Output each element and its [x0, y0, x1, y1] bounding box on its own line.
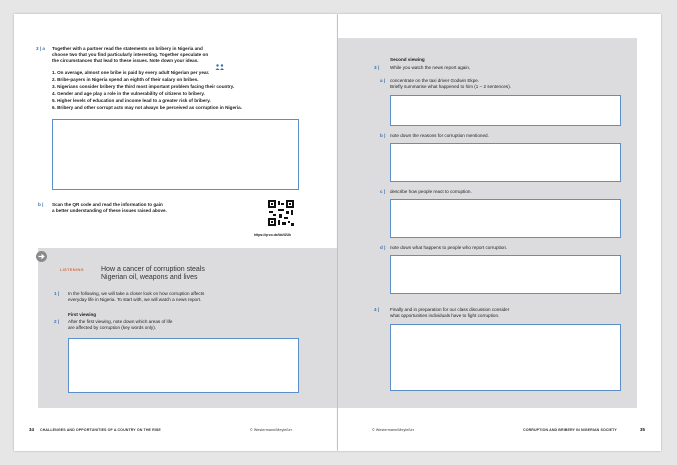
task-3a-number: 3 | a [36, 46, 45, 51]
task-3a-r-line-2: Briefly summarise what happened to him (1 – 2 sentences). [390, 84, 512, 89]
answer-box-3d[interactable] [390, 255, 621, 294]
task-4-line-1: Finally and in preparation for our class discussion consider [390, 307, 510, 312]
footer-title-left: CHALLENGES AND OPPORTUNITIES OF A COUNTRY ON THE RISE [40, 428, 161, 432]
answer-box-3a[interactable] [52, 119, 299, 190]
qr-caption[interactable]: https://qrco.de/bb/t2Uh [254, 233, 292, 237]
task-3c-number: c | [380, 189, 386, 194]
task-3a-r-line-1: concentrate on the taxi driver Godwin Ekpe. [390, 78, 480, 83]
answer-box-3c[interactable] [390, 199, 621, 238]
page-number-right: 35 [640, 427, 645, 432]
task-3b-line-2: a better understanding of these issues raised above. [52, 208, 167, 213]
task-2-line-1: After the first viewing, note down which areas of life [68, 319, 173, 324]
qr-code-icon[interactable] [268, 200, 294, 226]
task-3d-text: note down what happens to people who report corruption. [390, 245, 508, 250]
statement-3: 3. Nigerians consider bribery the third most important problem facing their country. [52, 84, 235, 89]
statement-1: 1. On average, almost one bribe is paid by every adult Nigerian per year. [52, 70, 210, 75]
task-2-number: 2 | [54, 319, 60, 324]
task-3d-number: d | [380, 245, 386, 250]
answer-box-2[interactable] [68, 338, 299, 393]
task-3-number: 3 | [374, 65, 380, 70]
task-3a-line-2: choose two that you find particularly interesting. Together speculate on [52, 52, 209, 57]
task-3b-r-text: note down the reasons for corruption mentioned. [390, 133, 489, 138]
listening-title-line-1: How a cancer of corruption steals [101, 266, 205, 273]
first-viewing-heading: First viewing [68, 312, 97, 317]
task-4-line-2: what opportunities individuals have to fight corruption. [390, 313, 500, 318]
task-3b-line-1: Scan the QR code and read the information to gain [52, 202, 163, 207]
answer-box-4[interactable] [390, 324, 621, 391]
task-1-line-1: In the following, we will take a closer look on how corruption affects [68, 291, 205, 296]
arrow-right-icon [36, 251, 47, 262]
footer-title-right: CORRUPTION AND BRIBERY IN NIGERIAN SOCIETY [523, 428, 617, 432]
statement-6: 6. Bribery and other corrupt acts may not always be perceived as corruption in Nigeria. [52, 105, 242, 110]
task-1-number: 1 | [54, 291, 60, 296]
task-3a-r-number: a | [380, 78, 386, 83]
second-viewing-heading: Second viewing [390, 57, 425, 62]
task-3b-number: b | [38, 202, 44, 207]
listening-label: LISTENING [60, 268, 84, 272]
listening-title-line-2: Nigerian oil, weapons and lives [101, 274, 198, 281]
footer-copyright-left: © Westermann/Meyleßer [250, 428, 293, 432]
task-3b-r-number: b | [380, 133, 386, 138]
task-1-line-2: everyday life in Nigeria. To start with, we will watch a news report. [68, 297, 202, 302]
answer-box-3b-right[interactable] [390, 143, 621, 182]
footer-copyright-right: © Westermann/Meyleßer [372, 428, 415, 432]
task-3c-text: describe how people react to corruption. [390, 189, 472, 194]
statement-5: 5. Higher levels of education and income lead to a greater risk of bribery. [52, 98, 211, 103]
task-4-number: 4 | [374, 307, 380, 312]
page-number-left: 34 [29, 427, 34, 432]
task-3-text: While you watch the news report again, [390, 65, 471, 70]
task-3a-line-3: the circumstances that lead to these issues. Note down your ideas. [52, 58, 199, 63]
statement-2: 2. Bribe-payers in Nigeria spend an eighth of their salary on bribes. [52, 77, 199, 82]
statement-4: 4. Gender and age play a role in the vulnerability of citizens to bribery. [52, 91, 205, 96]
task-3a-line-1: Together with a partner read the statements on bribery in Nigeria and [52, 46, 203, 51]
people-icon [215, 57, 225, 75]
task-2-line-2: are affected by corruption (key words only). [68, 325, 157, 330]
answer-box-3a-right[interactable] [390, 95, 621, 126]
